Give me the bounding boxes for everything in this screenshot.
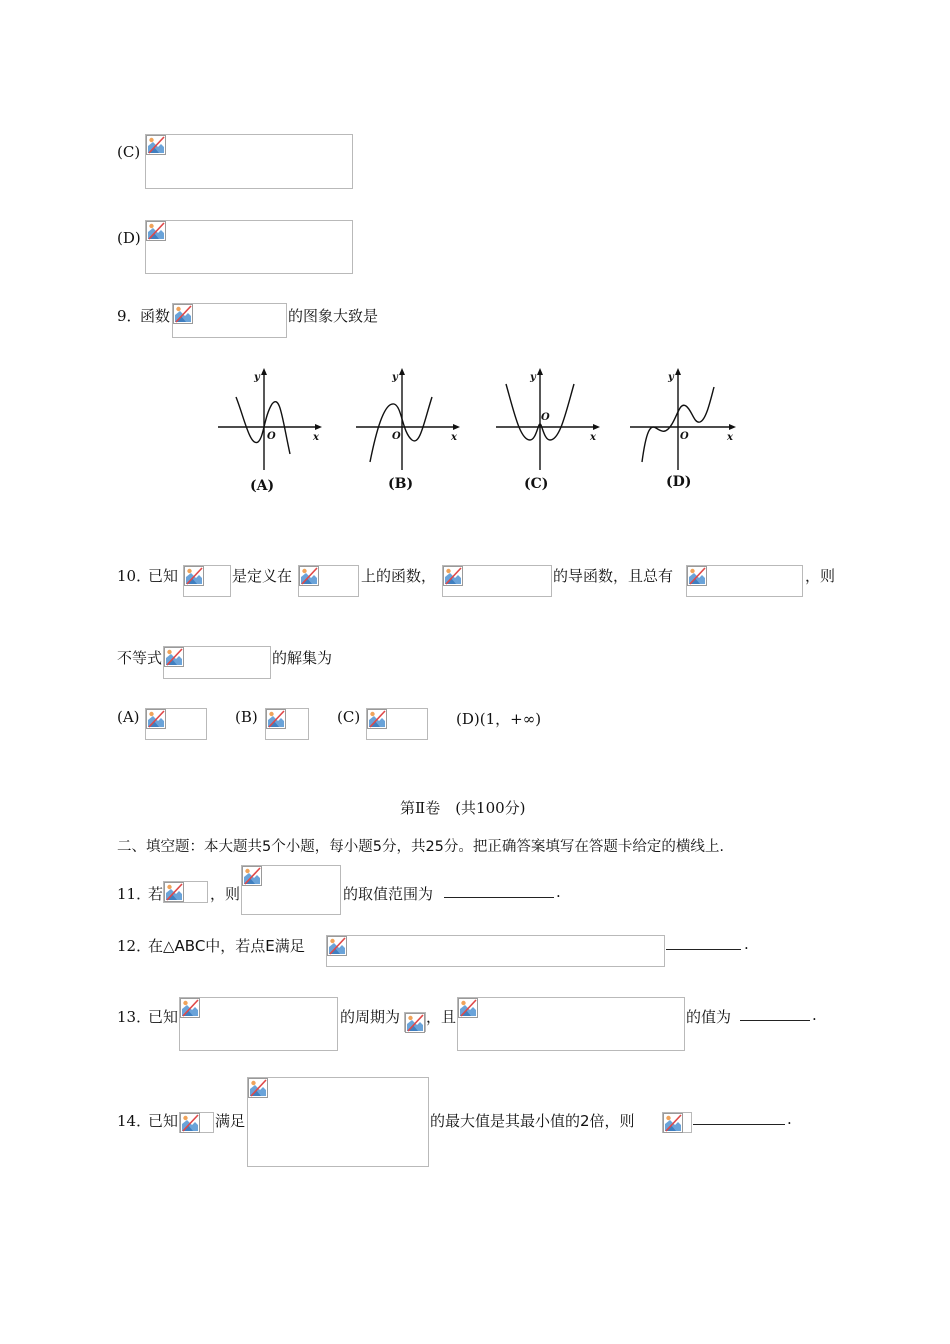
broken-image-icon	[242, 866, 262, 886]
q13-answer-blank[interactable]	[740, 1006, 810, 1025]
broken-image-icon	[266, 709, 286, 729]
q14-answer-blank[interactable]	[693, 1110, 785, 1129]
q13-period-image	[404, 1012, 426, 1032]
graph-c-label: (C)	[524, 476, 549, 492]
q14-constraints-image	[247, 1077, 429, 1167]
graph-b-y-label: y	[392, 372, 398, 383]
q10-option-a-label: (A)	[117, 708, 140, 726]
graph-c-origin: O	[541, 412, 550, 423]
q11-end: .	[556, 883, 561, 901]
graph-a-x-label: x	[313, 432, 319, 443]
graph-d-y-label: y	[668, 372, 674, 383]
broken-image-icon	[164, 882, 184, 902]
q10-text-1: 已知	[148, 567, 179, 585]
q10-option-c-image	[366, 708, 428, 740]
q11-condition-image	[163, 881, 208, 903]
graph-b	[356, 372, 456, 470]
q9-text-pre: 函数	[140, 307, 171, 325]
graph-a-origin: O	[267, 431, 276, 442]
q9-graph-options	[210, 362, 750, 502]
broken-image-icon	[146, 221, 166, 241]
q13-end: .	[812, 1006, 817, 1024]
q13-condition-image	[457, 997, 685, 1051]
q14-number: 14．	[117, 1112, 152, 1130]
broken-image-icon	[458, 998, 478, 1018]
q10-text-3: 上的函数，	[361, 567, 437, 585]
q10-option-d-text: (D)(1，+∞)	[456, 710, 542, 728]
q11-text-1: 若	[148, 885, 164, 903]
q10-inequality-image	[163, 646, 271, 679]
q11-answer-blank[interactable]	[444, 883, 554, 902]
q12-end: .	[744, 935, 749, 953]
broken-image-icon	[367, 709, 387, 729]
q10-fx-image	[183, 565, 231, 597]
q12-number: 12．	[117, 937, 152, 955]
broken-image-icon	[173, 304, 193, 324]
section-2-instruction: 二、填空题：本大题共5个小题，每小题5分，共25分。把正确答案填写在答题卡给定的横线上.	[117, 839, 725, 855]
graph-b-origin: O	[392, 431, 401, 442]
q11-text-2: ，则	[210, 885, 241, 903]
q10-line2-pre: 不等式	[117, 649, 163, 667]
q10-option-c-label: (C)	[337, 708, 361, 726]
q9-number: 9．	[117, 307, 142, 325]
broken-image-icon	[327, 936, 347, 956]
q14-text-3: 的最大值是其最小值的2倍，则	[430, 1112, 635, 1130]
broken-image-icon	[299, 566, 319, 586]
q13-text-2: 的周期为	[340, 1008, 401, 1026]
q10-text-4: 的导函数，且总有	[553, 567, 674, 585]
q10-option-b-image	[265, 708, 309, 740]
broken-image-icon	[180, 998, 200, 1018]
graph-d-origin: O	[680, 431, 689, 442]
q14-end: .	[787, 1110, 792, 1128]
q11-number: 11．	[117, 885, 152, 903]
broken-image-icon	[164, 647, 184, 667]
q11-text-3: 的取值范围为	[343, 885, 434, 903]
q8-option-c-label: (C)	[117, 143, 141, 161]
q10-option-a-image	[145, 708, 207, 740]
graph-b-x-label: x	[451, 432, 457, 443]
broken-image-icon	[687, 566, 707, 586]
q10-domain-image	[298, 565, 359, 597]
q12-text-1: 在△ABC中，若点E满足	[148, 937, 305, 955]
q14-text-1: 已知	[148, 1112, 179, 1130]
q9-function-image	[172, 303, 287, 338]
q9-text-post: 的图象大致是	[288, 307, 379, 325]
q8-option-c-formula-image	[145, 134, 353, 189]
graph-c-y-label: y	[530, 372, 536, 383]
q13-number: 13．	[117, 1008, 152, 1026]
q12-answer-blank[interactable]	[666, 935, 741, 954]
broken-image-icon	[146, 709, 166, 729]
q13-text-1: 已知	[148, 1008, 179, 1026]
q12-vector-image	[326, 935, 665, 967]
q10-derivative-image	[442, 565, 552, 597]
graph-d-label: (D)	[666, 474, 692, 490]
q10-text-2: 是定义在	[232, 567, 293, 585]
q10-option-b-label: (B)	[235, 708, 258, 726]
q8-option-d-formula-image	[145, 220, 353, 274]
q14-variable-image	[179, 1112, 214, 1133]
broken-image-icon	[146, 135, 166, 155]
section-2-title: 第Ⅱ卷 (共100分)	[400, 799, 526, 817]
graph-a-y-label: y	[254, 372, 260, 383]
broken-image-icon	[184, 566, 204, 586]
q13-function-image	[179, 997, 338, 1051]
broken-image-icon	[663, 1113, 683, 1133]
graph-b-label: (B)	[388, 476, 414, 492]
graph-a	[218, 372, 318, 470]
q14-text-2: 满足	[215, 1112, 246, 1130]
q14-param-image	[662, 1112, 692, 1133]
broken-image-icon	[405, 1013, 425, 1033]
graph-d-x-label: x	[727, 432, 733, 443]
broken-image-icon	[180, 1113, 200, 1133]
q13-text-4: 的值为	[686, 1008, 732, 1026]
q10-text-5: ，则	[805, 567, 836, 585]
q8-option-d-label: (D)	[117, 229, 141, 247]
q10-condition-image	[686, 565, 803, 597]
graph-a-label: (A)	[250, 478, 275, 494]
broken-image-icon	[443, 566, 463, 586]
q10-number: 10．	[117, 567, 152, 585]
q13-text-3: ，且	[426, 1008, 457, 1026]
broken-image-icon	[248, 1078, 268, 1098]
graph-c-x-label: x	[590, 432, 596, 443]
q11-expression-image	[241, 865, 341, 915]
graph-d	[630, 372, 732, 470]
q10-line2-post: 的解集为	[272, 649, 333, 667]
